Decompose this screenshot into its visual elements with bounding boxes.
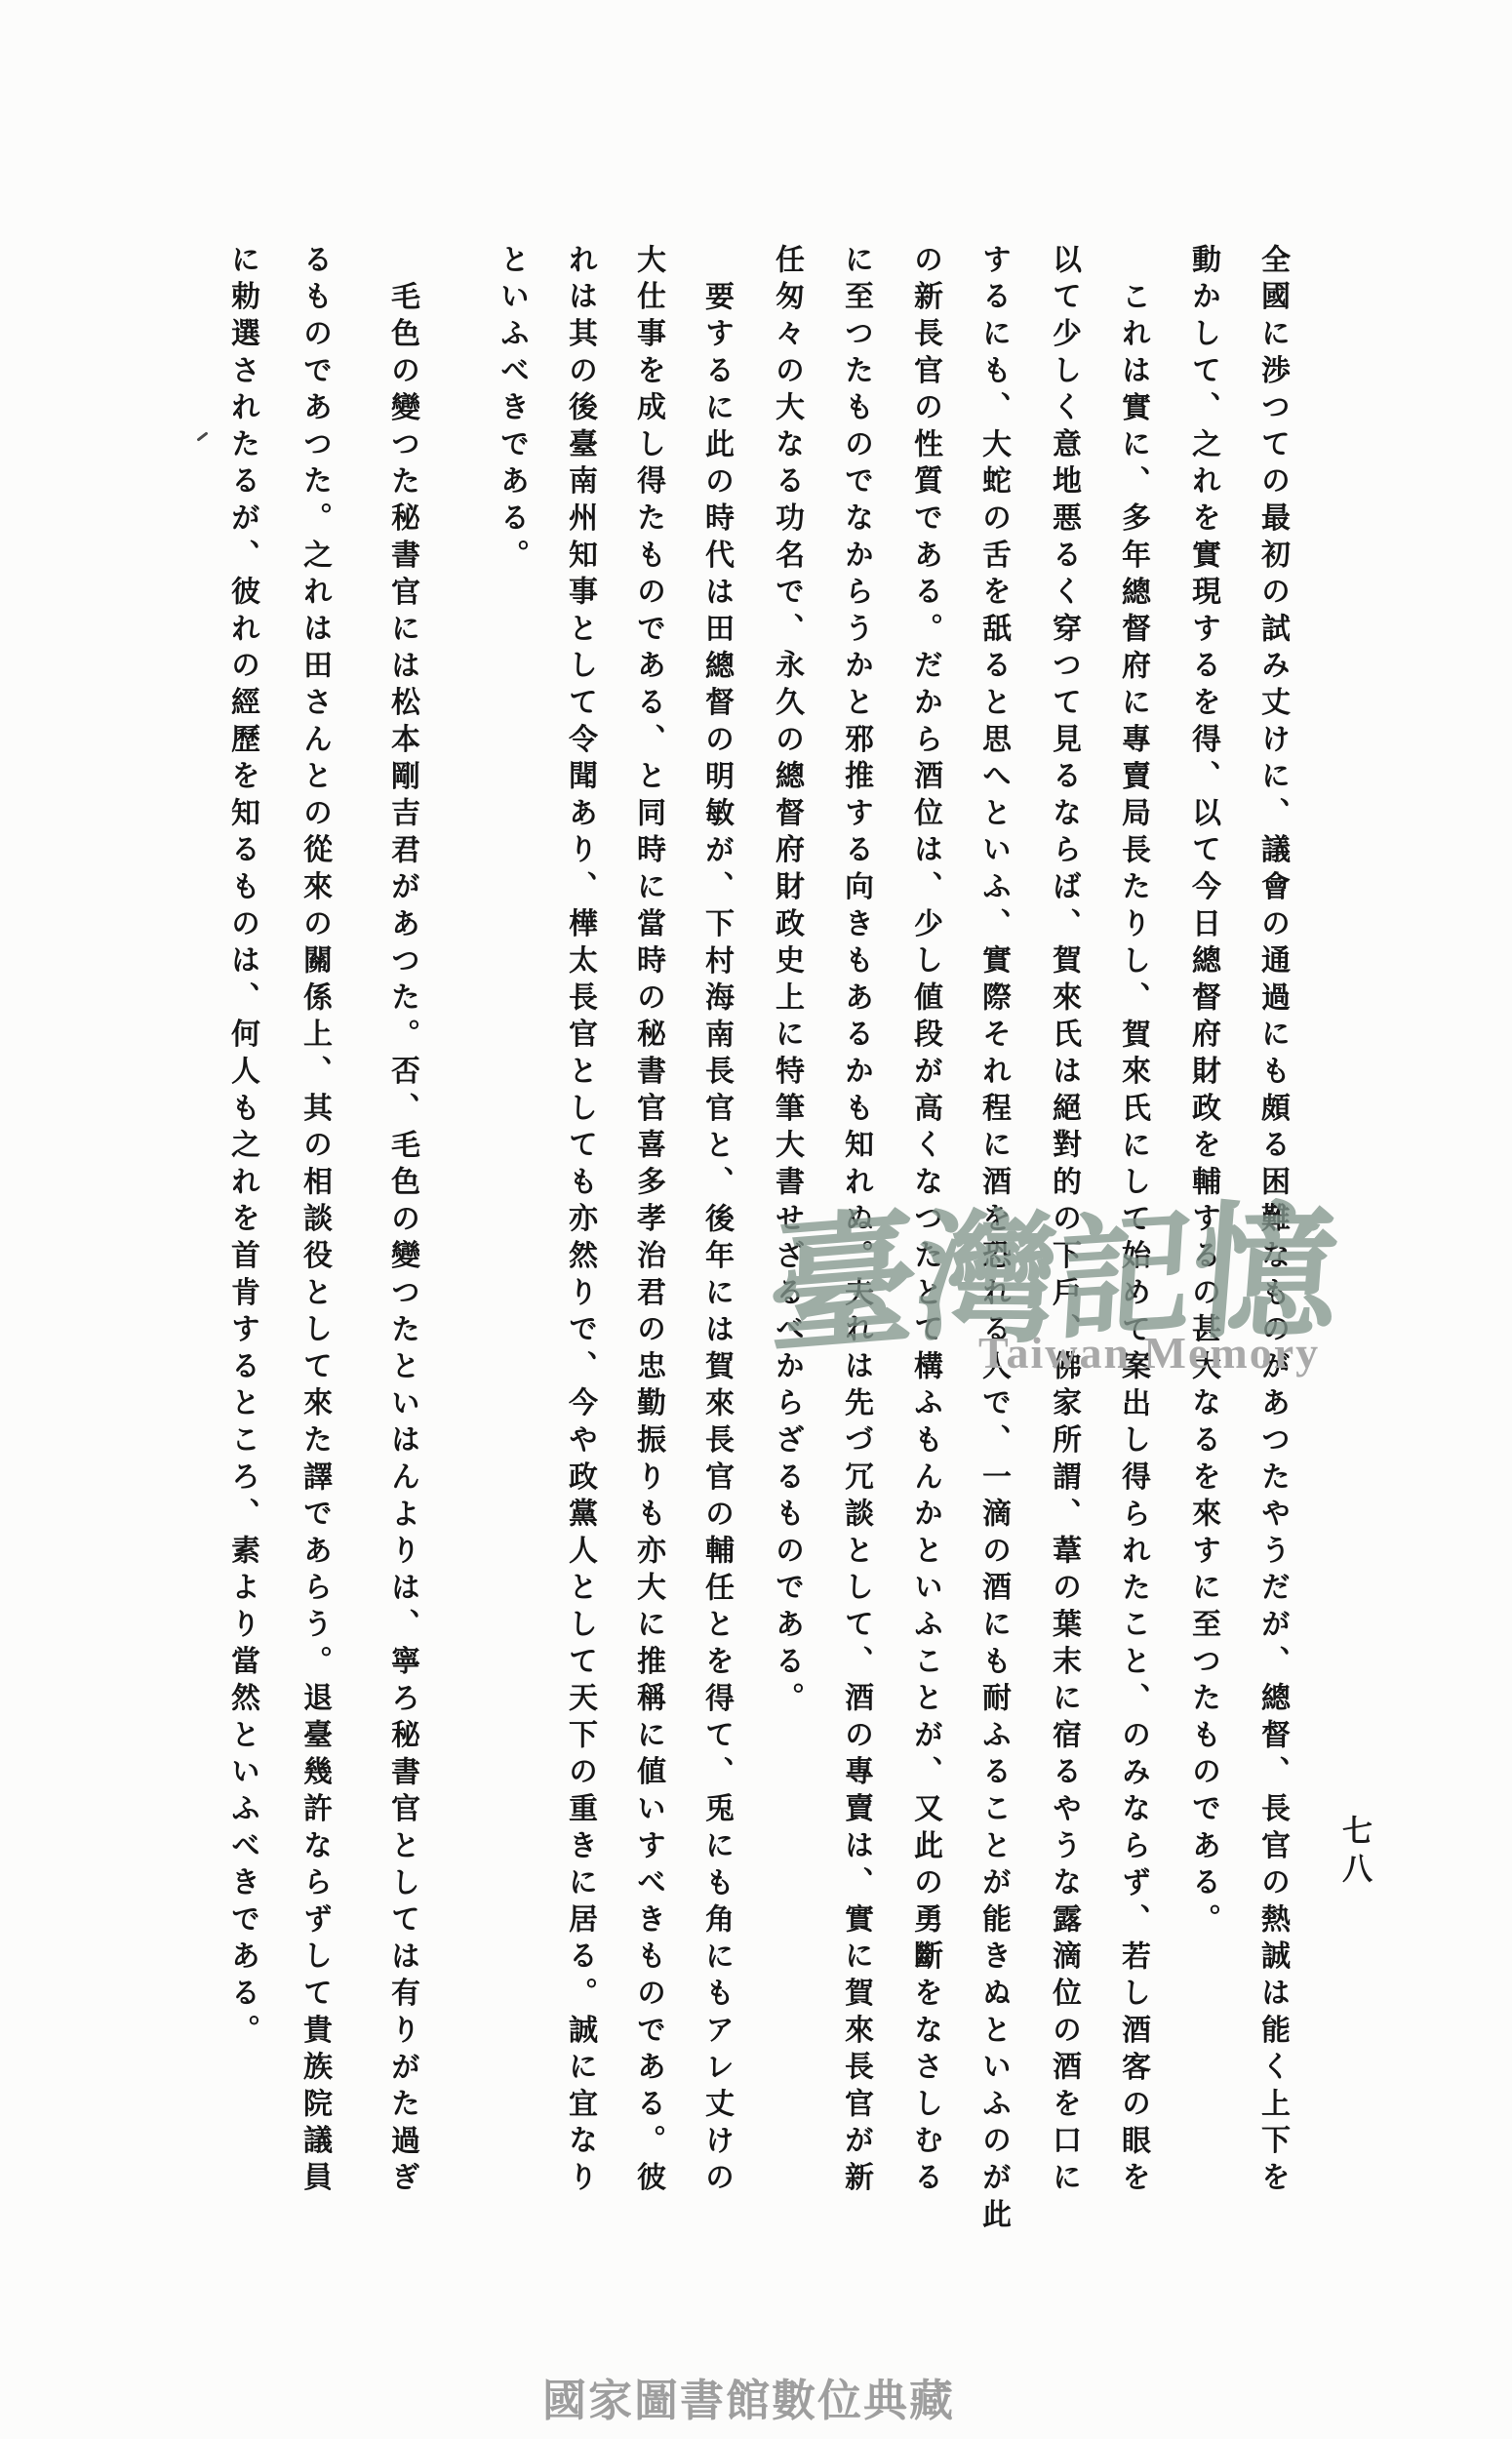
stray-ink-mark: [196, 431, 208, 441]
text-column: 以て少しく意地悪るく穿つて見るならば、賀來氏は絕對的の下戶、佛家所謂、葦の葉末に宿るやうな露滴位の酒を口に: [1048, 244, 1080, 2199]
taiwan-memory-latin-watermark: Taiwan Memory: [978, 1328, 1321, 1378]
text-column: れは其の後臺南州知事として令聞あり、樺太長官としても亦然りで、今や政黨人として天下の重きに居る。誠に宜なり: [564, 244, 596, 2199]
text-column: 要するに此の時代は田總督の明敏が、下村海南長官と、後年には賀來長官の輔任とを得て、兎にも角にもアレ丈けの: [700, 281, 733, 2199]
text-column: 毛色の變つた秘書官には松本剛吉君があつた。否、毛色の變つたといはんよりは、寧ろ秘書官としては有りがた過ぎ: [386, 281, 418, 2199]
watermark-char: 記: [1053, 1199, 1197, 1357]
text-column: これは實に、多年總督府に專賣局長たりし、賀來氏にして始めて案出し得られたこと、のみならず、若し酒客の眼を: [1117, 281, 1149, 2199]
text-column: の新長官の性質である。だから酒位は、少し値段が高くなつたとて構ふもんかといふことが、又此の勇斷をなさしむる: [909, 244, 941, 2199]
page-number: 七八: [1337, 1815, 1372, 1891]
watermark-char: 臺: [766, 1198, 920, 1374]
watermark-char: 憶: [1185, 1192, 1345, 1357]
text-column: 動かして、之れを實現するを得、以て今日總督府財政を輔するの甚大なるを來すに至つたものである。: [1187, 244, 1219, 1940]
text-column: 大仕事を成し得たものである、と同時に當時の秘書官喜多孝治君の忠勤振りも亦大に推稱に値いすべきものである。彼: [632, 244, 664, 2199]
archive-credit: 國家圖書館數位典藏: [542, 2377, 956, 2425]
watermark-char: 灣: [910, 1203, 1064, 1360]
text-column: するにも、大蛇の舌を舐ると思へといふ、實際それ程に酒を恐れる人で、一滴の酒にも耐ふることが能きぬといふのが此: [977, 244, 1010, 2236]
text-column: といふべきである。: [496, 244, 528, 577]
text-column: 全國に渉つての最初の試み丈けに、議會の通過にも頗る困難なものがあつたやうだが、總督、長官の熱誠は能く上下を: [1256, 244, 1289, 2199]
text-column: に勅選されたるが、彼れの經歷を知るものは、何人も之れを首肯するところ、素より當然といふべきである。: [226, 244, 259, 2052]
text-column: に至つたものでなからうかと邪推する向きもあるかも知れぬ。夫れは先づ冗談として、酒の專賣は、實に賀來長官が新: [840, 244, 872, 2199]
text-column: 任匆々の大なる功名で、永久の總督府財政史上に特筆大書せざるべからざるものである。: [771, 244, 803, 1719]
text-column: るものであつた。之れは田さんとの從來の關係上、其の相談役として來た譯であらう。退臺幾許ならずして貴族院議員: [298, 244, 331, 2199]
